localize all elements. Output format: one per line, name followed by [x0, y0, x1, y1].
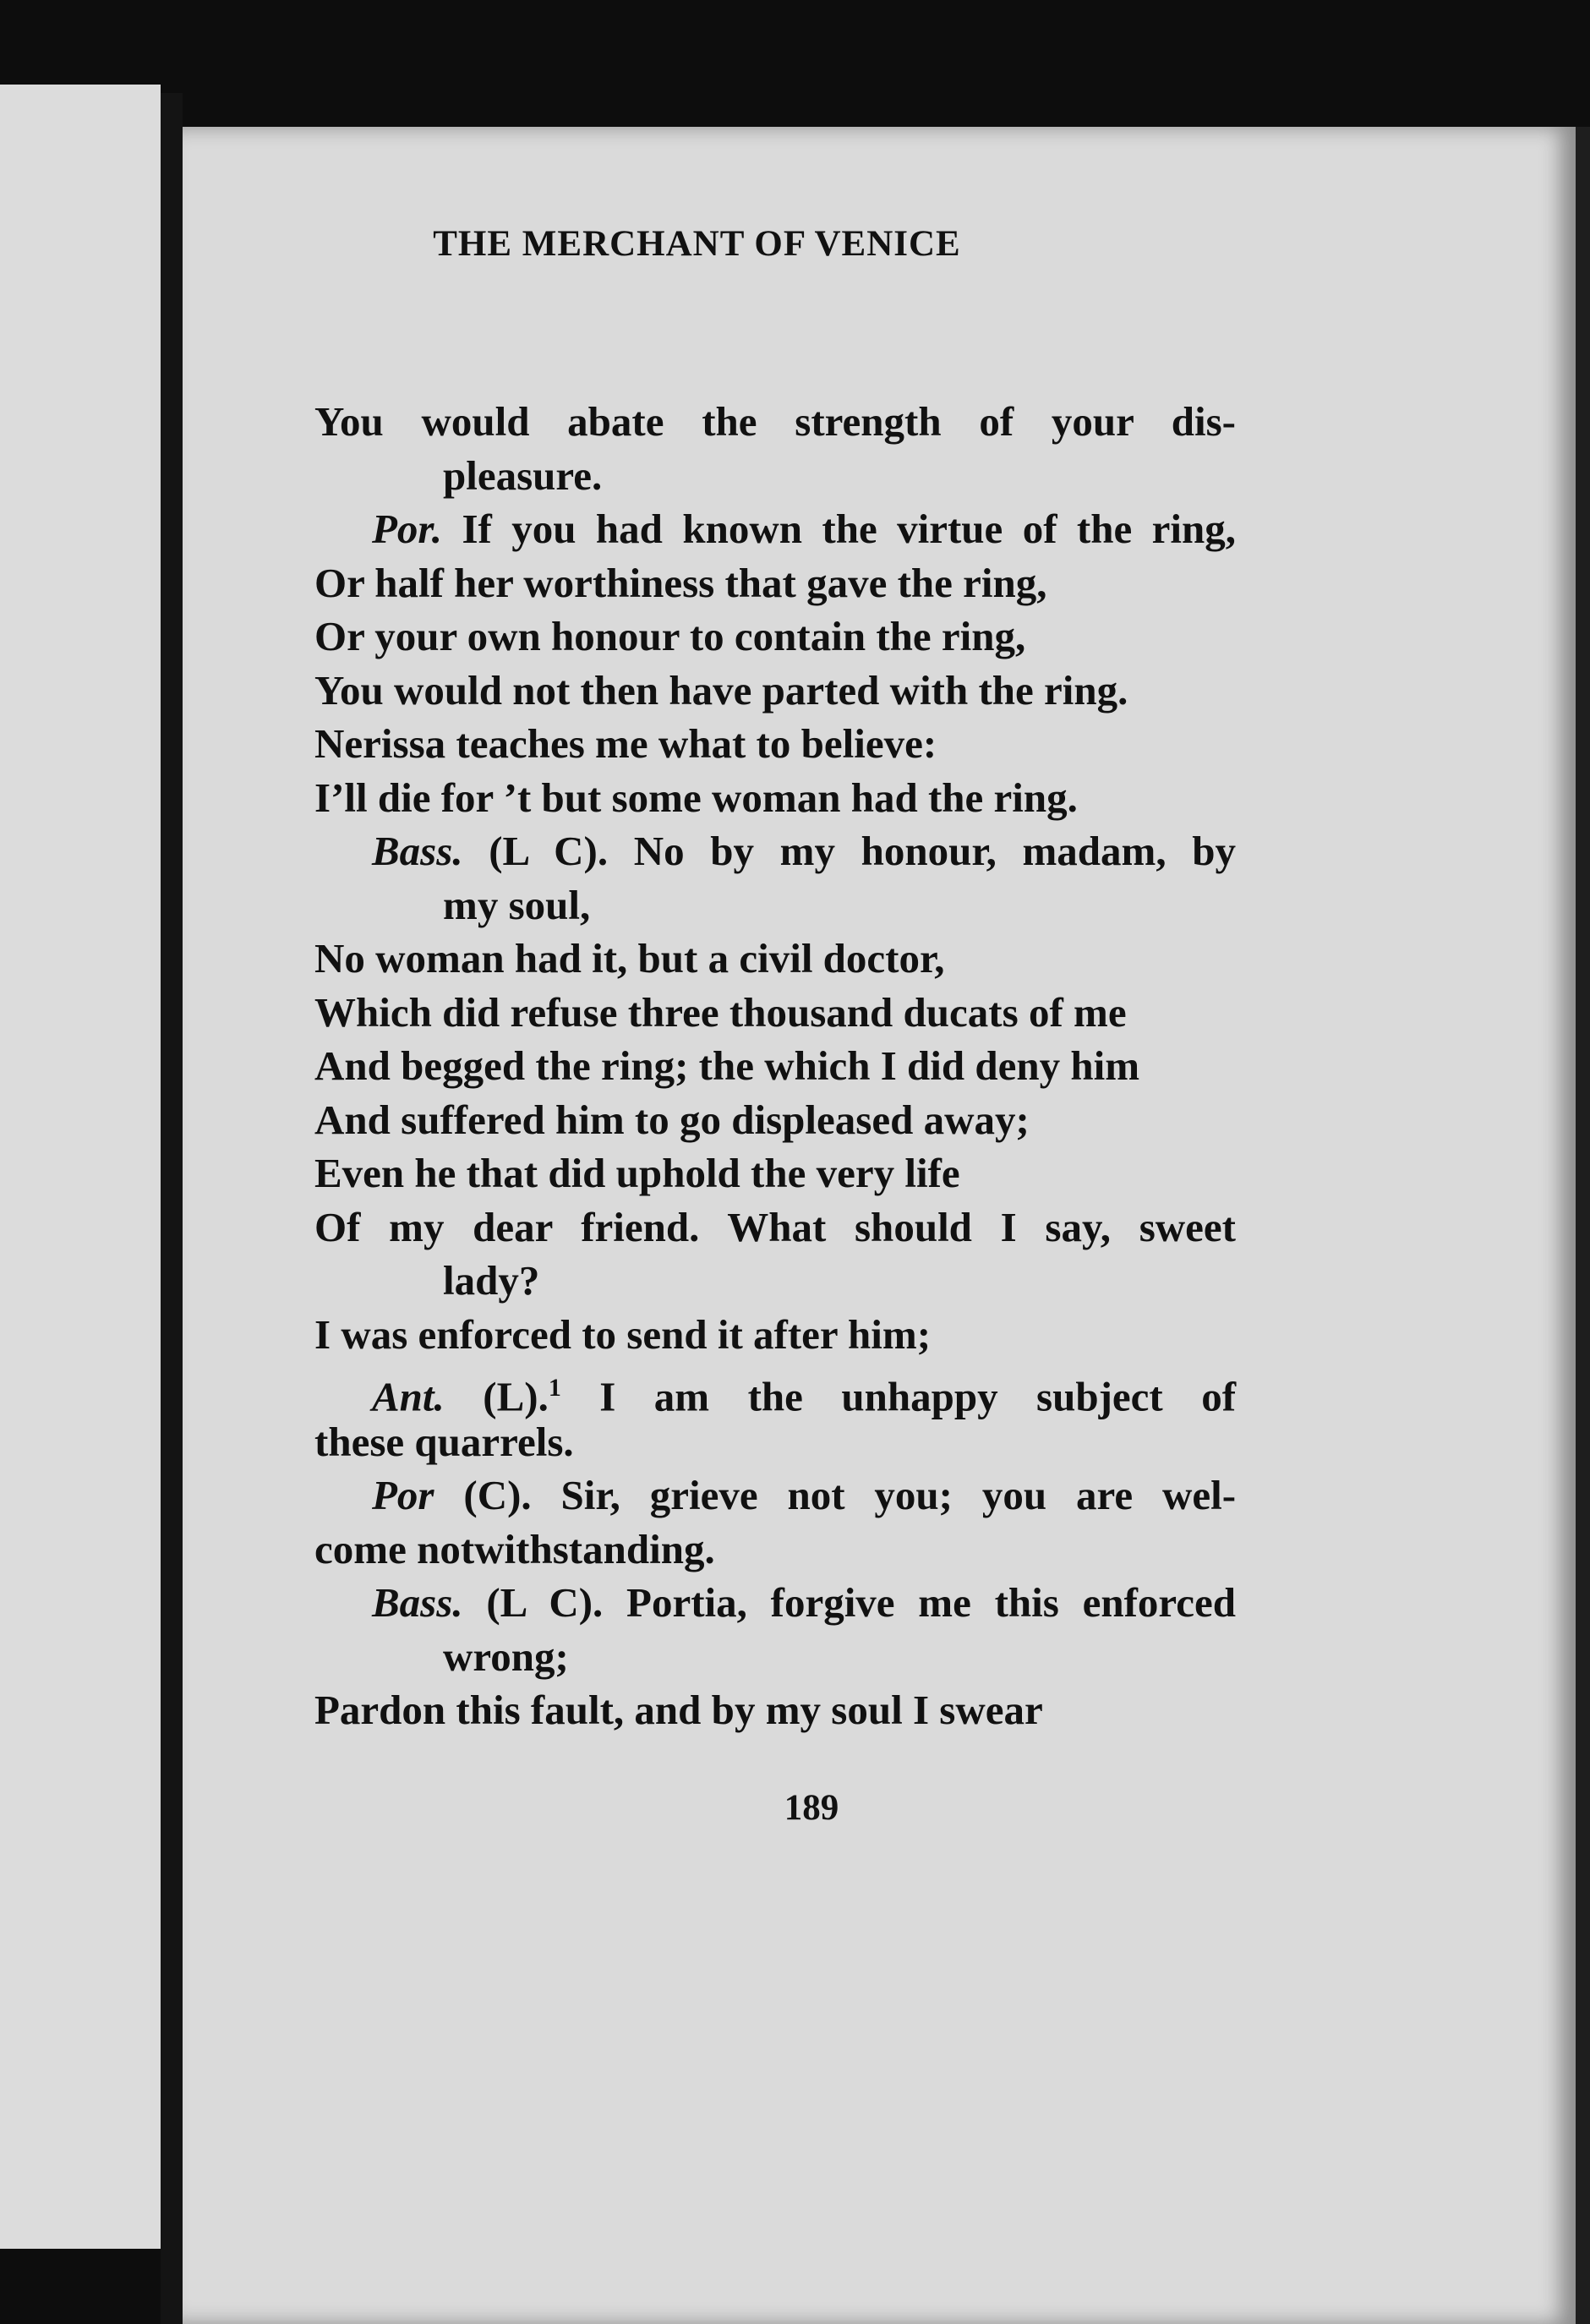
text-line	[314, 664, 1236, 718]
footnote-marker: 1	[548, 1374, 561, 1402]
line-text: lady?	[443, 1257, 540, 1304]
text-line	[314, 771, 1236, 825]
line-text: come notwithstanding.	[314, 1525, 715, 1572]
line-text: Nerissa teaches me what to believe:	[314, 720, 937, 767]
speaker-name: Por.	[372, 506, 443, 552]
stage-direction: (L).	[483, 1373, 549, 1420]
book-gutter	[161, 93, 183, 2324]
line-text: pleasure.	[443, 451, 603, 499]
text-line	[314, 878, 1236, 932]
running-head: THE MERCHANT OF VENICE	[433, 224, 961, 264]
speech-line	[314, 1468, 1236, 1523]
speaker-name: Bass.	[372, 1579, 463, 1626]
line-text: You would not then have parted with the ring.	[314, 666, 1128, 714]
line-text: these quarrels.	[314, 1418, 574, 1465]
speech-line	[314, 1576, 1236, 1630]
text-line	[314, 717, 1236, 771]
line-text: If you had known the virtue of the ring,	[462, 506, 1237, 552]
page-edge	[1576, 127, 1590, 2324]
text-line	[314, 610, 1236, 664]
line-text: And suffered him to go displeased away;	[314, 1096, 1030, 1143]
text-line	[314, 932, 1236, 986]
line-text: Or half her worthiness that gave the ring,	[314, 559, 1047, 606]
text-line	[314, 556, 1236, 610]
speech-line	[314, 1361, 1237, 1420]
text-line	[314, 449, 1236, 503]
line-text: Portia, forgive me this enforced	[626, 1579, 1236, 1626]
text-line	[314, 1308, 1236, 1362]
line-text: Pardon this fault, and by my soul I swear	[314, 1687, 1043, 1733]
line-text: I am the unhappy subject of	[599, 1373, 1237, 1420]
text-line	[314, 1039, 1236, 1093]
line-text: my soul,	[443, 881, 591, 928]
line-text: Even he that did uphold the very life	[314, 1150, 960, 1196]
page-number: 189	[784, 1788, 839, 1828]
line-text: Which did refuse three thousand ducats of me	[314, 988, 1127, 1036]
line-text: No by my honour, madam, by	[633, 828, 1237, 874]
speaker-name: Bass.	[372, 828, 463, 874]
line-text: You would abate the strength of your dis-	[314, 398, 1236, 445]
text-line	[314, 1254, 1236, 1308]
line-text: No woman had it, but a civil doctor,	[314, 935, 945, 982]
text-line	[314, 1683, 1236, 1737]
speaker-name: Por	[372, 1472, 434, 1518]
line-text: wrong;	[443, 1632, 569, 1680]
line-text: Of my dear friend. What should I say, sweet	[314, 1203, 1236, 1250]
stage-direction: (L C).	[489, 828, 609, 874]
line-text: Sir, grieve not you; you are wel-	[560, 1472, 1237, 1518]
text-line	[314, 986, 1236, 1040]
stage-direction: (C).	[463, 1472, 532, 1518]
text-line	[314, 1200, 1236, 1255]
text-line	[314, 1523, 1236, 1577]
text-line	[314, 1415, 1236, 1469]
facing-page	[0, 85, 161, 2249]
text-line	[314, 1093, 1236, 1147]
text-line	[314, 395, 1236, 449]
line-text: Or your own honour to contain the ring,	[314, 613, 1026, 659]
speech-line	[314, 824, 1236, 878]
line-text: I’ll die for ’t but some woman had the ring.	[314, 774, 1078, 821]
line-text: I was enforced to send it after him;	[314, 1310, 932, 1358]
text-line	[314, 1146, 1236, 1200]
speech-line	[314, 502, 1236, 556]
line-text: And begged the ring; the which I did deny him	[314, 1042, 1140, 1089]
text-line	[314, 1630, 1236, 1684]
stage-direction: (L C).	[486, 1579, 604, 1626]
play-text	[314, 395, 1236, 1737]
speaker-name: Ant.	[372, 1373, 445, 1420]
